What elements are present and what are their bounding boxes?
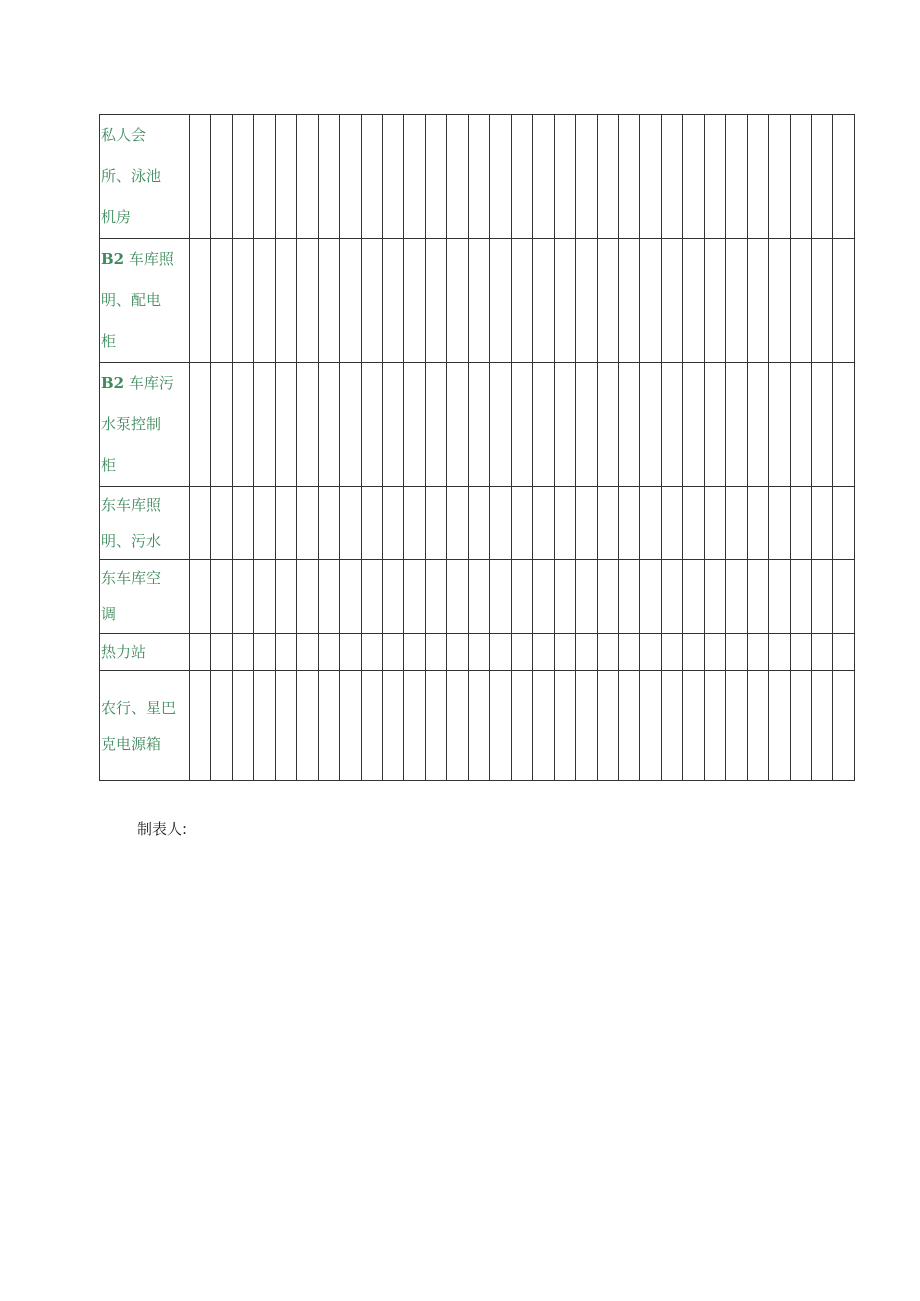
- empty-record-cell: [404, 487, 425, 560]
- empty-record-cell: [747, 239, 768, 363]
- empty-record-cell: [576, 487, 597, 560]
- empty-record-cell: [533, 560, 554, 634]
- empty-record-cell: [812, 363, 833, 487]
- empty-record-cell: [812, 634, 833, 671]
- empty-record-cell: [318, 239, 339, 363]
- row-label-text: 车库污: [128, 374, 174, 392]
- row-label: [100, 115, 190, 239]
- empty-record-cell: [769, 671, 790, 781]
- row-label: [100, 239, 190, 363]
- table-row: [100, 115, 855, 239]
- record-grid-body: [100, 115, 855, 781]
- empty-record-cell: [769, 634, 790, 671]
- empty-record-cell: [704, 634, 725, 671]
- empty-record-cell: [597, 560, 618, 634]
- row-label-line: 克电源箱: [101, 734, 162, 753]
- empty-record-cell: [425, 487, 446, 560]
- empty-record-cell: [511, 487, 532, 560]
- empty-record-cell: [425, 239, 446, 363]
- empty-record-cell: [340, 115, 361, 239]
- empty-record-cell: [490, 487, 511, 560]
- empty-record-cell: [254, 560, 275, 634]
- empty-record-cell: [790, 363, 811, 487]
- empty-record-cell: [297, 487, 318, 560]
- empty-record-cell: [468, 671, 489, 781]
- empty-record-cell: [640, 363, 661, 487]
- empty-record-cell: [297, 634, 318, 671]
- empty-record-cell: [640, 671, 661, 781]
- empty-record-cell: [511, 363, 532, 487]
- empty-record-cell: [618, 115, 639, 239]
- empty-record-cell: [382, 634, 403, 671]
- empty-record-cell: [254, 634, 275, 671]
- empty-record-cell: [661, 115, 682, 239]
- empty-record-cell: [661, 671, 682, 781]
- empty-record-cell: [404, 634, 425, 671]
- empty-record-cell: [554, 363, 575, 487]
- empty-record-cell: [533, 239, 554, 363]
- empty-record-cell: [769, 363, 790, 487]
- empty-record-cell: [769, 487, 790, 560]
- empty-record-cell: [597, 487, 618, 560]
- empty-record-cell: [297, 239, 318, 363]
- empty-record-cell: [640, 115, 661, 239]
- empty-record-cell: [790, 671, 811, 781]
- empty-record-cell: [275, 560, 296, 634]
- row-label-line: 农行、星巴: [101, 698, 177, 717]
- empty-record-cell: [747, 115, 768, 239]
- row-label: [100, 634, 190, 671]
- empty-record-cell: [683, 239, 704, 363]
- empty-record-cell: [189, 487, 210, 560]
- empty-record-cell: [554, 115, 575, 239]
- empty-record-cell: [189, 671, 210, 781]
- row-label: [100, 560, 190, 634]
- empty-record-cell: [447, 634, 468, 671]
- empty-record-cell: [254, 363, 275, 487]
- empty-record-cell: [554, 560, 575, 634]
- row-label: [100, 671, 190, 781]
- empty-record-cell: [576, 634, 597, 671]
- empty-record-cell: [833, 239, 855, 363]
- row-label-line: 明、配电: [101, 291, 162, 309]
- empty-record-cell: [704, 239, 725, 363]
- empty-record-cell: [361, 115, 382, 239]
- empty-record-cell: [275, 634, 296, 671]
- table-row: [100, 239, 855, 363]
- empty-record-cell: [597, 634, 618, 671]
- empty-record-cell: [554, 239, 575, 363]
- empty-record-cell: [790, 115, 811, 239]
- empty-record-cell: [704, 115, 725, 239]
- empty-record-cell: [404, 560, 425, 634]
- empty-record-cell: [576, 363, 597, 487]
- empty-record-cell: [640, 560, 661, 634]
- row-label-text: 车库照: [128, 250, 174, 268]
- empty-record-cell: [447, 487, 468, 560]
- empty-record-cell: [211, 671, 232, 781]
- empty-record-cell: [275, 487, 296, 560]
- empty-record-cell: [382, 560, 403, 634]
- empty-record-cell: [618, 239, 639, 363]
- empty-record-cell: [704, 671, 725, 781]
- empty-record-cell: [254, 115, 275, 239]
- row-label-line: 所、泳池: [101, 167, 162, 185]
- empty-record-cell: [661, 560, 682, 634]
- empty-record-cell: [490, 560, 511, 634]
- empty-record-cell: [404, 671, 425, 781]
- empty-record-cell: [790, 487, 811, 560]
- empty-record-cell: [275, 363, 296, 487]
- table-row: [100, 363, 855, 487]
- empty-record-cell: [361, 634, 382, 671]
- empty-record-cell: [618, 671, 639, 781]
- empty-record-cell: [747, 560, 768, 634]
- empty-record-cell: [211, 634, 232, 671]
- empty-record-cell: [447, 671, 468, 781]
- empty-record-cell: [361, 363, 382, 487]
- empty-record-cell: [340, 671, 361, 781]
- empty-record-cell: [468, 239, 489, 363]
- empty-record-cell: [812, 560, 833, 634]
- empty-record-cell: [211, 239, 232, 363]
- empty-record-cell: [404, 363, 425, 487]
- empty-record-cell: [790, 560, 811, 634]
- empty-record-cell: [232, 487, 253, 560]
- empty-record-cell: [468, 487, 489, 560]
- empty-record-cell: [769, 115, 790, 239]
- row-label-line: 柜: [101, 456, 117, 474]
- empty-record-cell: [683, 115, 704, 239]
- empty-record-cell: [468, 363, 489, 487]
- row-label-line: 柜: [101, 332, 117, 350]
- empty-record-cell: [833, 363, 855, 487]
- empty-record-cell: [683, 487, 704, 560]
- empty-record-cell: [833, 634, 855, 671]
- empty-record-cell: [425, 634, 446, 671]
- empty-record-cell: [382, 239, 403, 363]
- empty-record-cell: [618, 634, 639, 671]
- empty-record-cell: [425, 560, 446, 634]
- empty-record-cell: [769, 239, 790, 363]
- empty-record-cell: [640, 634, 661, 671]
- empty-record-cell: [704, 560, 725, 634]
- empty-record-cell: [425, 671, 446, 781]
- empty-record-cell: [726, 115, 747, 239]
- empty-record-cell: [211, 363, 232, 487]
- empty-record-cell: [425, 115, 446, 239]
- empty-record-cell: [726, 560, 747, 634]
- row-label-line: 私人会: [101, 126, 147, 144]
- empty-record-cell: [576, 671, 597, 781]
- empty-record-cell: [683, 634, 704, 671]
- empty-record-cell: [490, 115, 511, 239]
- row-label-line: 水泵控制: [101, 415, 162, 433]
- table-row: [100, 671, 855, 781]
- empty-record-cell: [726, 671, 747, 781]
- empty-record-cell: [490, 239, 511, 363]
- empty-record-cell: [833, 560, 855, 634]
- empty-record-cell: [704, 487, 725, 560]
- empty-record-cell: [661, 363, 682, 487]
- empty-record-cell: [618, 560, 639, 634]
- empty-record-cell: [747, 671, 768, 781]
- empty-record-cell: [340, 487, 361, 560]
- empty-record-cell: [576, 115, 597, 239]
- empty-record-cell: [769, 560, 790, 634]
- empty-record-cell: [382, 363, 403, 487]
- empty-record-cell: [318, 487, 339, 560]
- empty-record-cell: [833, 115, 855, 239]
- empty-record-cell: [232, 671, 253, 781]
- empty-record-cell: [597, 671, 618, 781]
- empty-record-cell: [618, 487, 639, 560]
- empty-record-cell: [361, 560, 382, 634]
- empty-record-cell: [747, 634, 768, 671]
- empty-record-cell: [189, 115, 210, 239]
- row-label: [100, 487, 190, 560]
- empty-record-cell: [318, 634, 339, 671]
- empty-record-cell: [511, 671, 532, 781]
- empty-record-cell: [597, 239, 618, 363]
- empty-record-cell: [533, 115, 554, 239]
- empty-record-cell: [490, 363, 511, 487]
- empty-record-cell: [597, 363, 618, 487]
- empty-record-cell: [382, 115, 403, 239]
- row-label-line: 明、污水: [101, 532, 162, 550]
- empty-record-cell: [640, 239, 661, 363]
- empty-record-cell: [361, 239, 382, 363]
- empty-record-cell: [232, 560, 253, 634]
- empty-record-cell: [297, 671, 318, 781]
- empty-record-cell: [275, 239, 296, 363]
- empty-record-cell: [404, 239, 425, 363]
- empty-record-cell: [511, 634, 532, 671]
- empty-record-cell: [661, 634, 682, 671]
- empty-record-cell: [812, 115, 833, 239]
- empty-record-cell: [189, 634, 210, 671]
- empty-record-cell: [447, 560, 468, 634]
- empty-record-cell: [211, 487, 232, 560]
- record-grid-table: [99, 114, 855, 781]
- empty-record-cell: [683, 363, 704, 487]
- empty-record-cell: [726, 634, 747, 671]
- row-label-line: [101, 239, 189, 280]
- empty-record-cell: [490, 634, 511, 671]
- empty-record-cell: [382, 487, 403, 560]
- row-label-line: 东车库空: [101, 569, 162, 587]
- empty-record-cell: [189, 560, 210, 634]
- empty-record-cell: [232, 239, 253, 363]
- empty-record-cell: [533, 487, 554, 560]
- empty-record-cell: [790, 634, 811, 671]
- empty-record-cell: [747, 363, 768, 487]
- empty-record-cell: [554, 487, 575, 560]
- empty-record-cell: [211, 560, 232, 634]
- empty-record-cell: [318, 115, 339, 239]
- empty-record-cell: [232, 634, 253, 671]
- empty-record-cell: [468, 634, 489, 671]
- empty-record-cell: [404, 115, 425, 239]
- empty-record-cell: [318, 671, 339, 781]
- empty-record-cell: [340, 634, 361, 671]
- empty-record-cell: [340, 239, 361, 363]
- empty-record-cell: [790, 239, 811, 363]
- empty-record-cell: [232, 115, 253, 239]
- empty-record-cell: [640, 487, 661, 560]
- empty-record-cell: [683, 560, 704, 634]
- empty-record-cell: [618, 363, 639, 487]
- empty-record-cell: [297, 115, 318, 239]
- empty-record-cell: [275, 115, 296, 239]
- empty-record-cell: [576, 239, 597, 363]
- empty-record-cell: [189, 239, 210, 363]
- empty-record-cell: [833, 671, 855, 781]
- row-label: [100, 363, 190, 487]
- empty-record-cell: [597, 115, 618, 239]
- empty-record-cell: [683, 671, 704, 781]
- empty-record-cell: [447, 115, 468, 239]
- empty-record-cell: [361, 487, 382, 560]
- empty-record-cell: [297, 363, 318, 487]
- empty-record-cell: [254, 239, 275, 363]
- empty-record-cell: [812, 671, 833, 781]
- empty-record-cell: [511, 115, 532, 239]
- empty-record-cell: [511, 560, 532, 634]
- empty-record-cell: [726, 487, 747, 560]
- row-label-line: 调: [101, 605, 117, 623]
- empty-record-cell: [812, 239, 833, 363]
- empty-record-cell: [511, 239, 532, 363]
- empty-record-cell: [554, 634, 575, 671]
- empty-record-cell: [812, 487, 833, 560]
- empty-record-cell: [661, 239, 682, 363]
- empty-record-cell: [232, 363, 253, 487]
- empty-record-cell: [468, 560, 489, 634]
- empty-record-cell: [490, 671, 511, 781]
- empty-record-cell: [318, 560, 339, 634]
- empty-record-cell: [254, 671, 275, 781]
- empty-record-cell: [211, 115, 232, 239]
- empty-record-cell: [833, 487, 855, 560]
- empty-record-cell: [554, 671, 575, 781]
- table-row: [100, 634, 855, 671]
- empty-record-cell: [447, 239, 468, 363]
- row-label-line: 东车库照: [101, 496, 162, 514]
- row-label-line: 热力站: [101, 643, 147, 661]
- empty-record-cell: [533, 671, 554, 781]
- empty-record-cell: [189, 363, 210, 487]
- empty-record-cell: [576, 560, 597, 634]
- row-label-line: 机房: [101, 208, 132, 226]
- empty-record-cell: [318, 363, 339, 487]
- row-label-prefix: B2: [101, 374, 125, 392]
- row-label-prefix: B2: [101, 250, 125, 268]
- empty-record-cell: [254, 487, 275, 560]
- empty-record-cell: [297, 560, 318, 634]
- empty-record-cell: [704, 363, 725, 487]
- empty-record-cell: [425, 363, 446, 487]
- signature-label: 制表人:: [137, 820, 188, 838]
- empty-record-cell: [533, 634, 554, 671]
- table-row: [100, 487, 855, 560]
- empty-record-cell: [726, 363, 747, 487]
- empty-record-cell: [275, 671, 296, 781]
- empty-record-cell: [661, 487, 682, 560]
- table-row: [100, 560, 855, 634]
- empty-record-cell: [726, 239, 747, 363]
- empty-record-cell: [361, 671, 382, 781]
- row-label-line: [101, 363, 189, 404]
- empty-record-cell: [447, 363, 468, 487]
- empty-record-cell: [747, 487, 768, 560]
- empty-record-cell: [340, 560, 361, 634]
- empty-record-cell: [468, 115, 489, 239]
- empty-record-cell: [382, 671, 403, 781]
- empty-record-cell: [533, 363, 554, 487]
- empty-record-cell: [340, 363, 361, 487]
